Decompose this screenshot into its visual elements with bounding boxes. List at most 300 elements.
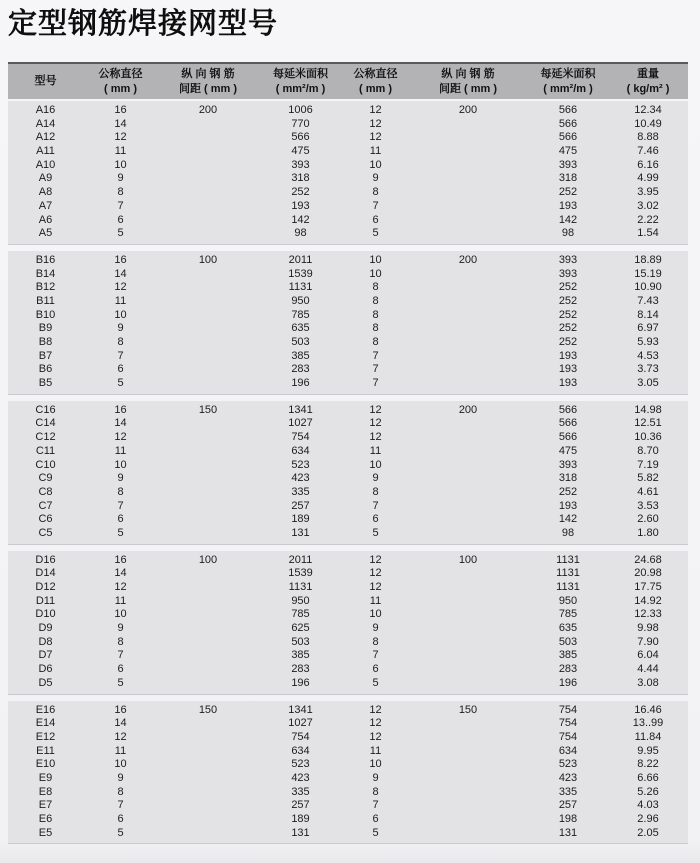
table-section-B (8, 251, 688, 395)
diameter-left-cell: 14 (114, 717, 127, 730)
area-left-cell: 1027 (288, 417, 313, 430)
diameter-left-cell: 14 (114, 267, 127, 280)
weight-cell: 5.82 (637, 472, 659, 485)
area-left-cell: 393 (291, 158, 310, 171)
area-right-cell: 193 (558, 349, 578, 362)
weight-cell: 9.98 (637, 622, 659, 635)
area-left-cell: 566 (291, 131, 310, 144)
weight-cell: 1.80 (637, 526, 659, 539)
weight-cell: 24.68 (634, 553, 662, 566)
model-cell: A14 (35, 117, 56, 130)
diameter-left-cell: 16 (114, 553, 127, 566)
weight-cell: 16.46 (634, 703, 662, 716)
diameter-left-cell: 5 (117, 227, 124, 240)
table-section-C (8, 401, 688, 545)
weight-cell: 4.53 (637, 349, 659, 362)
area-right-cell: 1131 (556, 581, 580, 593)
diameter-right-cell: 12 (369, 703, 382, 716)
diameter-left-cell: 16 (114, 253, 127, 266)
area-left-cell: 189 (291, 513, 310, 526)
area-left-cell: 770 (291, 117, 310, 130)
spacing-left-merged-cell: 100 (198, 553, 218, 566)
area-left-cell: 252 (291, 186, 310, 199)
area-right-cell: 252 (558, 186, 578, 199)
spacing-right-merged-cell: 100 (458, 553, 478, 566)
diameter-left-cell: 8 (117, 785, 124, 798)
area-left-cell: 2011 (288, 553, 313, 566)
model-cell: E6 (38, 813, 53, 825)
diameter-right-cell: 12 (369, 117, 382, 130)
diameter-left-cell: 7 (117, 199, 124, 212)
weight-cell: 7.46 (637, 145, 659, 158)
diameter-left-cell: 10 (114, 608, 127, 621)
area-right-cell: 193 (558, 363, 578, 376)
weight-cell: 13..99 (632, 717, 664, 730)
column-header-6: 纵 向 钢 筋 间距 ( mm ) (438, 68, 498, 95)
diameter-right-cell: 12 (369, 104, 382, 116)
area-right-cell: 754 (558, 730, 578, 743)
weight-cell: 10.90 (634, 281, 662, 294)
weight-cell: 8.14 (637, 308, 659, 321)
weight-cell: 9.95 (637, 744, 659, 757)
diameter-right-cell: 8 (372, 294, 379, 307)
diameter-right-cell: 7 (372, 377, 379, 390)
model-cell: E10 (35, 758, 56, 771)
diameter-right-cell: 8 (372, 635, 379, 648)
area-left-cell: 189 (291, 813, 310, 825)
area-left-cell: 318 (291, 172, 310, 185)
area-right-cell: 193 (558, 199, 578, 212)
diameter-left-cell: 10 (114, 758, 127, 771)
model-cell: A9 (38, 172, 53, 185)
area-left-cell: 1131 (288, 581, 313, 593)
diameter-right-cell: 5 (372, 227, 379, 240)
diameter-right-cell: 8 (372, 322, 379, 335)
weight-cell: 12.33 (634, 608, 662, 621)
model-cell: D14 (35, 567, 56, 580)
area-left-cell: 1131 (288, 281, 313, 294)
weight-cell: 3.02 (637, 199, 659, 212)
weight-cell: 10.49 (634, 117, 662, 130)
diameter-left-cell: 10 (114, 308, 127, 321)
column-header-2: 公称直径 ( mm ) (98, 68, 143, 95)
diameter-left-cell: 6 (117, 513, 124, 526)
diameter-right-cell: 5 (372, 526, 379, 539)
weight-cell: 4.99 (637, 172, 659, 185)
area-left-cell: 523 (291, 458, 310, 471)
area-right-cell: 566 (558, 431, 578, 444)
area-right-cell: 252 (558, 485, 578, 498)
model-cell: B9 (38, 322, 53, 335)
area-left-cell: 625 (291, 622, 310, 635)
diameter-right-cell: 9 (372, 472, 379, 485)
weight-cell: 5.26 (637, 785, 659, 798)
model-cell: A10 (35, 158, 56, 171)
model-cell: D9 (38, 622, 53, 635)
area-left-cell: 2011 (288, 253, 313, 266)
weight-cell: 12.34 (634, 104, 662, 116)
area-right-cell: 566 (558, 403, 578, 416)
area-left-cell: 1341 (288, 703, 313, 716)
diameter-left-cell: 12 (114, 431, 127, 444)
diameter-left-cell: 6 (117, 813, 124, 825)
model-cell: C6 (38, 513, 53, 526)
area-right-cell: 393 (558, 253, 578, 266)
area-left-cell: 1539 (288, 567, 313, 580)
diameter-right-cell: 12 (369, 403, 382, 416)
area-left-cell: 335 (291, 785, 310, 798)
column-header-5: 公称直径 ( mm ) (353, 68, 398, 95)
weight-cell: 3.73 (637, 363, 659, 376)
weight-cell: 15.19 (634, 267, 662, 280)
area-left-cell: 131 (291, 826, 310, 839)
weight-cell: 4.44 (637, 663, 659, 676)
model-cell: B8 (38, 336, 53, 348)
area-right-cell: 503 (558, 635, 578, 648)
diameter-left-cell: 14 (114, 417, 127, 430)
area-right-cell: 142 (558, 513, 578, 526)
weight-cell: 7.19 (637, 458, 659, 471)
diameter-left-cell: 14 (114, 567, 127, 580)
area-left-cell: 754 (291, 730, 310, 743)
spacing-left-merged-cell: 200 (198, 104, 218, 116)
model-cell: E9 (38, 771, 53, 784)
area-right-cell: 754 (558, 717, 578, 730)
column-header-8: 重量 ( kg/m² ) (626, 68, 670, 95)
weight-cell: 11.84 (634, 730, 662, 743)
area-right-cell: 393 (558, 158, 578, 171)
area-left-cell: 475 (291, 145, 310, 158)
area-right-cell: 193 (558, 499, 578, 512)
weight-cell: 17.75 (634, 581, 662, 593)
weight-cell: 3.05 (637, 377, 659, 390)
area-right-cell: 252 (558, 294, 578, 307)
area-right-cell: 566 (558, 417, 578, 430)
diameter-left-cell: 16 (114, 403, 127, 416)
diameter-right-cell: 10 (369, 267, 382, 280)
diameter-right-cell: 12 (369, 581, 382, 593)
model-cell: B6 (38, 363, 53, 376)
diameter-right-cell: 6 (372, 513, 379, 526)
area-right-cell: 252 (558, 336, 578, 348)
diameter-left-cell: 6 (117, 213, 124, 226)
area-left-cell: 635 (291, 322, 310, 335)
model-cell: D10 (35, 608, 56, 621)
area-left-cell: 257 (291, 799, 310, 812)
diameter-right-cell: 12 (369, 730, 382, 743)
area-right-cell: 475 (558, 444, 578, 457)
diameter-right-cell: 9 (372, 622, 379, 635)
diameter-left-cell: 8 (117, 186, 124, 199)
table-section-D (8, 551, 688, 695)
spacing-right-merged-cell: 200 (458, 104, 478, 116)
area-left-cell: 754 (291, 431, 310, 444)
area-left-cell: 523 (291, 758, 310, 771)
model-cell: A6 (38, 213, 53, 226)
area-right-cell: 393 (558, 458, 578, 471)
weight-cell: 4.61 (637, 485, 659, 498)
diameter-right-cell: 8 (372, 785, 379, 798)
diameter-right-cell: 11 (369, 594, 382, 607)
weight-cell: 12.51 (634, 417, 662, 430)
diameter-left-cell: 11 (114, 444, 127, 457)
model-cell: A5 (38, 227, 53, 240)
area-left-cell: 423 (291, 472, 310, 485)
area-left-cell: 142 (291, 213, 310, 226)
area-left-cell: 131 (291, 526, 310, 539)
area-right-cell: 950 (558, 594, 578, 607)
diameter-right-cell: 11 (369, 444, 382, 457)
diameter-left-cell: 8 (117, 336, 124, 348)
area-right-cell: 252 (558, 281, 578, 294)
table-header-row (8, 62, 688, 99)
diameter-right-cell: 8 (372, 485, 379, 498)
area-left-cell: 193 (291, 199, 310, 212)
area-right-cell: 635 (558, 622, 578, 635)
area-right-cell: 142 (558, 213, 578, 226)
model-cell: B14 (35, 267, 56, 280)
area-left-cell: 950 (291, 594, 310, 607)
weight-cell: 3.53 (637, 499, 659, 512)
area-left-cell: 385 (291, 649, 310, 662)
diameter-left-cell: 11 (114, 744, 127, 757)
area-right-cell: 257 (558, 799, 578, 812)
diameter-left-cell: 16 (114, 703, 127, 716)
diameter-left-cell: 12 (114, 581, 127, 593)
model-cell: D16 (35, 553, 56, 566)
model-cell: C16 (35, 403, 56, 416)
spacing-left-merged-cell: 100 (198, 253, 218, 266)
table-section-A (8, 101, 688, 245)
model-cell: D7 (38, 649, 53, 662)
area-right-cell: 423 (558, 771, 578, 784)
diameter-right-cell: 7 (372, 649, 379, 662)
diameter-right-cell: 12 (369, 131, 382, 144)
area-left-cell: 283 (291, 663, 310, 676)
model-cell: B7 (38, 349, 53, 362)
area-right-cell: 1131 (556, 567, 580, 580)
model-cell: A11 (36, 145, 55, 158)
spacing-left-merged-cell: 150 (198, 403, 218, 416)
diameter-right-cell: 7 (372, 799, 379, 812)
area-left-cell: 634 (291, 744, 310, 757)
area-right-cell: 523 (558, 758, 578, 771)
diameter-left-cell: 11 (114, 594, 127, 607)
diameter-right-cell: 5 (372, 826, 379, 839)
model-cell: E16 (35, 703, 56, 716)
column-header-7: 每延米面积 ( mm²/m ) (540, 68, 596, 95)
area-right-cell: 754 (558, 703, 578, 716)
diameter-left-cell: 7 (117, 499, 124, 512)
weight-cell: 8.22 (637, 758, 659, 771)
diameter-left-cell: 12 (114, 730, 127, 743)
area-left-cell: 785 (291, 308, 310, 321)
area-left-cell: 423 (291, 771, 310, 784)
weight-cell: 1.54 (637, 227, 659, 240)
diameter-right-cell: 12 (369, 431, 382, 444)
weight-cell: 3.95 (637, 186, 659, 199)
column-header-1: 型号 (34, 75, 57, 88)
weight-cell: 6.66 (637, 771, 659, 784)
area-left-cell: 98 (294, 227, 307, 240)
diameter-left-cell: 9 (117, 771, 124, 784)
diameter-right-cell: 10 (369, 158, 382, 171)
weight-cell: 2.60 (637, 513, 659, 526)
area-left-cell: 503 (291, 336, 310, 348)
model-cell: C10 (35, 458, 56, 471)
model-cell: E5 (38, 826, 53, 839)
model-cell: E11 (36, 744, 55, 757)
document-table (8, 62, 688, 850)
weight-cell: 2.05 (637, 826, 659, 839)
weight-cell: 6.16 (637, 158, 659, 171)
model-cell: D12 (35, 581, 56, 593)
diameter-left-cell: 9 (117, 622, 124, 635)
diameter-right-cell: 12 (369, 417, 382, 430)
page-title: 定型钢筋焊接网型号 (8, 8, 279, 40)
weight-cell: 8.70 (637, 444, 659, 457)
column-header-4: 每延米面积 ( mm²/m ) (273, 68, 328, 95)
diameter-right-cell: 7 (372, 349, 379, 362)
area-right-cell: 566 (558, 131, 578, 144)
area-left-cell: 503 (291, 635, 310, 648)
diameter-left-cell: 11 (114, 294, 127, 307)
diameter-right-cell: 10 (369, 253, 382, 266)
model-cell: A8 (38, 186, 53, 199)
area-right-cell: 318 (558, 472, 578, 485)
diameter-right-cell: 6 (372, 663, 379, 676)
diameter-right-cell: 10 (369, 758, 382, 771)
area-right-cell: 475 (558, 145, 578, 158)
model-cell: C5 (38, 526, 53, 539)
diameter-right-cell: 5 (372, 676, 379, 689)
area-right-cell: 1131 (556, 553, 580, 566)
diameter-right-cell: 6 (372, 213, 379, 226)
diameter-left-cell: 12 (114, 281, 127, 294)
model-cell: E12 (35, 730, 56, 743)
model-cell: A16 (35, 104, 56, 116)
weight-cell: 8.88 (637, 131, 659, 144)
diameter-left-cell: 7 (117, 349, 124, 362)
weight-cell: 18.89 (634, 253, 662, 266)
diameter-right-cell: 8 (372, 186, 379, 199)
area-right-cell: 785 (558, 608, 578, 621)
diameter-right-cell: 11 (369, 145, 382, 158)
weight-cell: 6.97 (637, 322, 659, 335)
weight-cell: 10.36 (634, 431, 662, 444)
diameter-right-cell: 8 (372, 281, 379, 294)
model-cell: C14 (35, 417, 56, 430)
area-left-cell: 385 (291, 349, 310, 362)
weight-cell: 2.96 (637, 813, 659, 825)
area-left-cell: 196 (291, 377, 310, 390)
diameter-left-cell: 5 (117, 676, 124, 689)
spacing-right-merged-cell: 150 (458, 703, 478, 716)
column-header-3: 纵 向 钢 筋 间距 ( mm ) (178, 68, 238, 95)
weight-cell: 14.92 (634, 594, 662, 607)
diameter-right-cell: 8 (372, 308, 379, 321)
diameter-right-cell: 10 (369, 458, 382, 471)
diameter-right-cell: 12 (369, 717, 382, 730)
diameter-left-cell: 10 (114, 158, 127, 171)
area-left-cell: 1539 (288, 267, 313, 280)
diameter-left-cell: 5 (117, 377, 124, 390)
weight-cell: 5.93 (637, 336, 659, 348)
diameter-left-cell: 8 (117, 485, 124, 498)
weight-cell: 7.90 (637, 635, 659, 648)
area-right-cell: 252 (558, 308, 578, 321)
diameter-left-cell: 7 (117, 649, 124, 662)
diameter-right-cell: 6 (372, 813, 379, 825)
weight-cell: 2.22 (637, 213, 659, 226)
diameter-right-cell: 12 (369, 567, 382, 580)
diameter-left-cell: 14 (114, 117, 127, 130)
diameter-left-cell: 8 (117, 635, 124, 648)
diameter-right-cell: 9 (372, 771, 379, 784)
table-section-E (8, 701, 688, 845)
spacing-right-merged-cell: 200 (458, 403, 478, 416)
diameter-left-cell: 5 (117, 826, 124, 839)
area-right-cell: 566 (558, 104, 578, 116)
model-cell: D5 (38, 676, 53, 689)
model-cell: E8 (38, 785, 53, 798)
model-cell: A12 (35, 131, 56, 144)
model-cell: C8 (38, 485, 53, 498)
spacing-left-merged-cell: 150 (198, 703, 218, 716)
diameter-left-cell: 7 (117, 799, 124, 812)
area-right-cell: 98 (561, 526, 575, 539)
model-cell: C9 (38, 472, 53, 485)
area-right-cell: 283 (558, 663, 578, 676)
area-right-cell: 335 (558, 785, 578, 798)
diameter-right-cell: 10 (369, 608, 382, 621)
area-left-cell: 1027 (288, 717, 313, 730)
area-right-cell: 193 (558, 377, 578, 390)
model-cell: C7 (38, 499, 53, 512)
model-cell: A7 (38, 199, 53, 212)
area-left-cell: 785 (291, 608, 310, 621)
model-cell: B5 (38, 377, 53, 390)
diameter-left-cell: 9 (117, 472, 124, 485)
area-right-cell: 566 (558, 117, 578, 130)
diameter-right-cell: 7 (372, 363, 379, 376)
model-cell: D11 (35, 594, 56, 607)
model-cell: D8 (38, 635, 53, 648)
diameter-right-cell: 12 (369, 553, 382, 566)
area-left-cell: 634 (291, 444, 310, 457)
table-body (8, 101, 688, 844)
model-cell: C12 (35, 431, 56, 444)
area-left-cell: 1341 (288, 403, 313, 416)
area-right-cell: 98 (561, 227, 575, 240)
model-cell: B16 (35, 253, 56, 266)
area-right-cell: 198 (558, 813, 578, 825)
diameter-right-cell: 11 (369, 744, 382, 757)
diameter-left-cell: 5 (117, 526, 124, 539)
model-cell: C11 (35, 444, 56, 457)
weight-cell: 4.03 (637, 799, 659, 812)
model-cell: B11 (36, 294, 55, 307)
model-cell: E7 (38, 799, 53, 812)
weight-cell: 7.43 (637, 294, 659, 307)
area-right-cell: 318 (558, 172, 578, 185)
diameter-right-cell: 8 (372, 336, 379, 348)
area-right-cell: 131 (558, 826, 578, 839)
model-cell: B12 (35, 281, 56, 294)
diameter-left-cell: 10 (114, 458, 127, 471)
diameter-left-cell: 6 (117, 663, 124, 676)
diameter-left-cell: 16 (114, 104, 127, 116)
